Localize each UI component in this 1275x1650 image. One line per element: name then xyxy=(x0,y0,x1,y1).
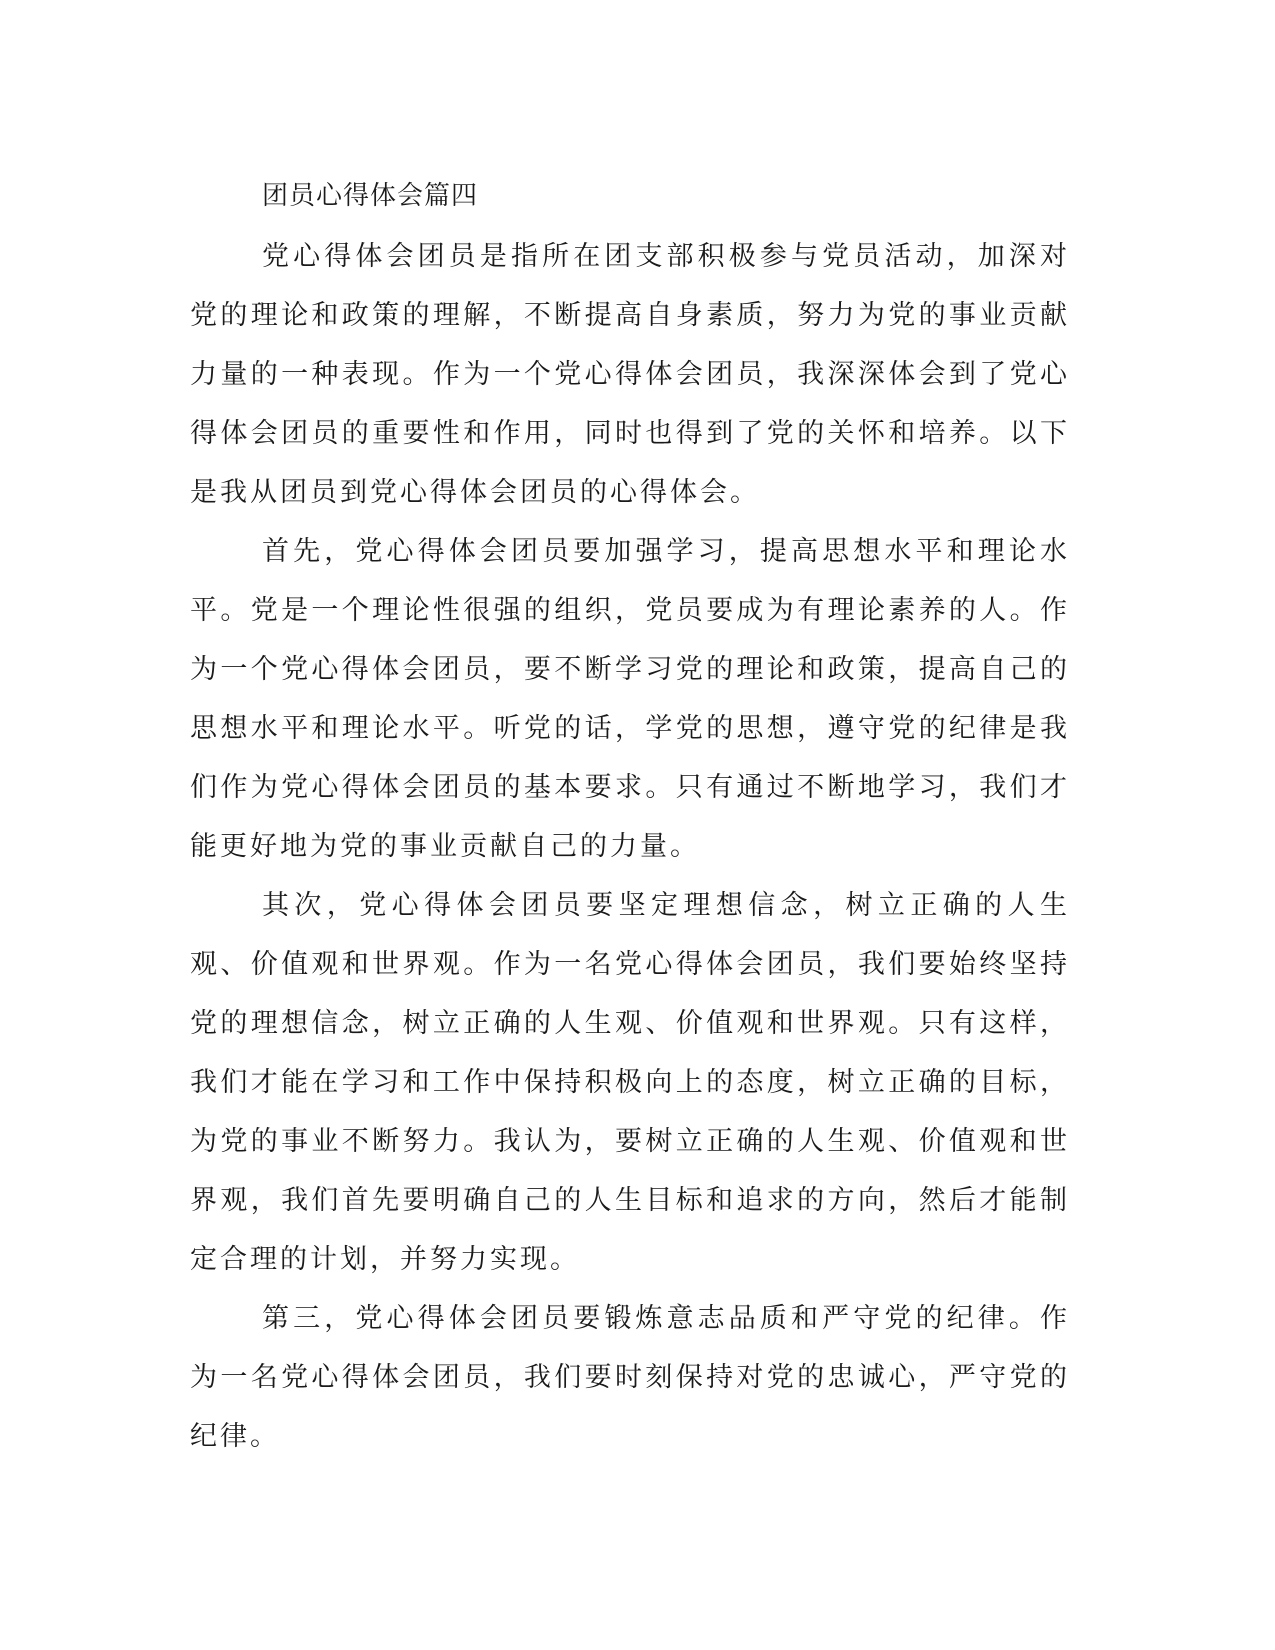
paragraph-second-point: 其次，党心得体会团员要坚定理想信念，树立正确的人生观、价值观和世界观。作为一名党心得体会团员，我们要始终坚持党的理想信念，树立正确的人生观、价值观和世界观。只有这样，我们才能在学习和工作中保持积极向上的态度，树立正确的目标，为党的事业不断努力。我认为，要树立正确的人生观、价值观和世界观，我们首先要明确自己的人生目标和追求的方向，然后才能制定合理的计划，并努力实现。 xyxy=(190,890,1070,1275)
paragraph-third-point: 第三，党心得体会团员要锻炼意志品质和严守党的纪律。作为一名党心得体会团员，我们要时刻保持对党的忠诚心，严守党的纪律。 xyxy=(190,1303,1070,1452)
paragraph-first-point: 首先，党心得体会团员要加强学习，提高思想水平和理论水平。党是一个理论性很强的组织，党员要成为有理论素养的人。作为一个党心得体会团员，要不断学习党的理论和政策，提高自己的思想水平和理论水平。听党的话，学党的思想，遵守党的纪律是我们作为党心得体会团员的基本要求。只有通过不断地学习，我们才能更好地为党的事业贡献自己的力量。 xyxy=(190,536,1070,862)
document-body xyxy=(190,165,1070,1466)
paragraph-intro: 党心得体会团员是指所在团支部积极参与党员活动，加深对党的理论和政策的理解，不断提高自身素质，努力为党的事业贡献力量的一种表现。作为一个党心得体会团员，我深深体会到了党心得体会团员的重要性和作用，同时也得到了党的关怀和培养。以下是我从团员到党心得体会团员的心得体会。 xyxy=(190,241,1070,508)
document-title: 团员心得体会篇四 xyxy=(262,181,479,211)
